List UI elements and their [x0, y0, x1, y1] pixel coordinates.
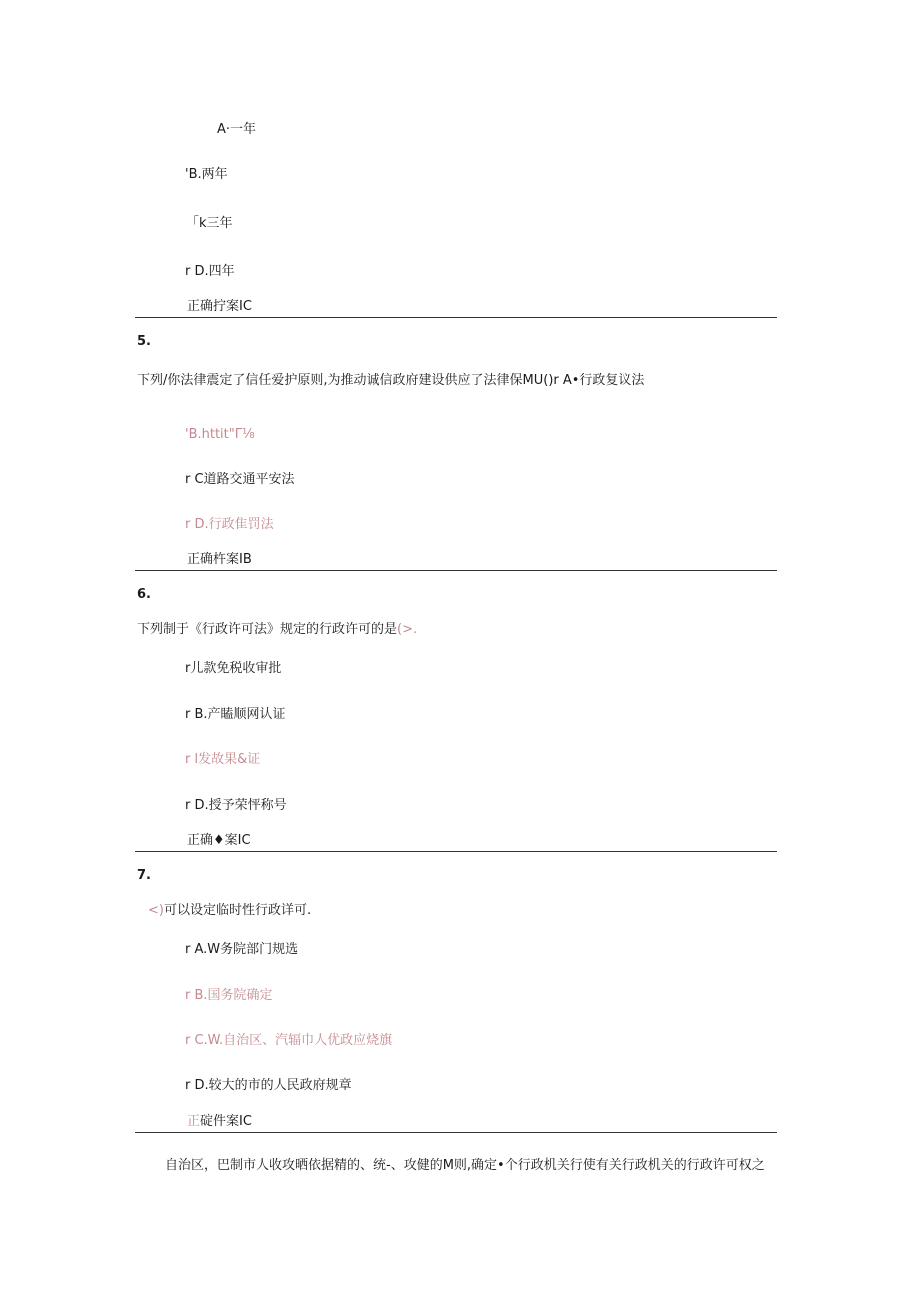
q6-stem: [137, 622, 417, 638]
explanation-text: 自治区，巴制市人收攻晒依据精的、统-、攻健的M则,确定•个行政机关行使有关行政机关的行政许可权之: [165, 1158, 765, 1173]
q7-option-a[interactable]: r A.W务院部门规选: [185, 942, 299, 957]
q4-answer: 正确拧案IC: [187, 299, 252, 314]
q4-option-d[interactable]: r D.四年: [185, 264, 235, 279]
q7-option-b[interactable]: r B.国务院确定: [185, 988, 273, 1003]
q4-option-c[interactable]: 「k三年: [186, 216, 233, 231]
q5-answer: 正确杵案IB: [187, 552, 252, 567]
q6-number: 6.: [137, 587, 151, 602]
q5-option-b[interactable]: 'B.httit"Γ⅛: [185, 427, 255, 442]
q6-answer: 正确♦案IC: [187, 833, 251, 848]
q6-option-d[interactable]: r D.授予荣怦称号: [185, 798, 287, 813]
q7-number: 7.: [137, 868, 151, 883]
q7-answer-prefix: 正: [187, 1114, 201, 1129]
divider: [135, 1132, 777, 1133]
q7-stem-main: 可以设定临时性行政详可.: [163, 903, 312, 918]
q6-option-c[interactable]: r l发故果&证: [185, 752, 261, 767]
q6-option-a[interactable]: r儿款免税收审批: [185, 661, 282, 676]
q7-stem: [148, 903, 311, 919]
q7-stem-prefix: <): [148, 903, 164, 918]
q5-option-c[interactable]: r C道路交通平安法: [185, 472, 295, 487]
q7-answer-main: 碇件案IC: [200, 1114, 252, 1129]
divider: [135, 317, 777, 318]
q4-option-a[interactable]: A·一年: [217, 122, 257, 137]
divider: [135, 851, 777, 852]
q7-answer: [187, 1114, 252, 1130]
q5-stem: 下列/你法律震定了信任爱护原则,为推动诚信政府建设供应了法律保MU()r A•行政复议法: [137, 373, 645, 388]
q6-option-b[interactable]: r B.产瞌顺网认证: [185, 707, 286, 722]
q4-option-b[interactable]: 'B.两年: [185, 167, 228, 182]
q6-stem-main: 下列制于《行政许可法》规定的行政许可的是: [137, 622, 398, 637]
q6-stem-tail: (>.: [397, 622, 418, 637]
q5-option-d[interactable]: r D.行政隹罚法: [185, 517, 274, 532]
q5-number: 5.: [137, 334, 151, 349]
q7-option-d[interactable]: r D.较大的市的人民政府规章: [185, 1078, 352, 1093]
divider: [135, 570, 777, 571]
q7-option-c[interactable]: r C.W.自治区、汽辐巾人优政应烧旗: [185, 1033, 393, 1048]
